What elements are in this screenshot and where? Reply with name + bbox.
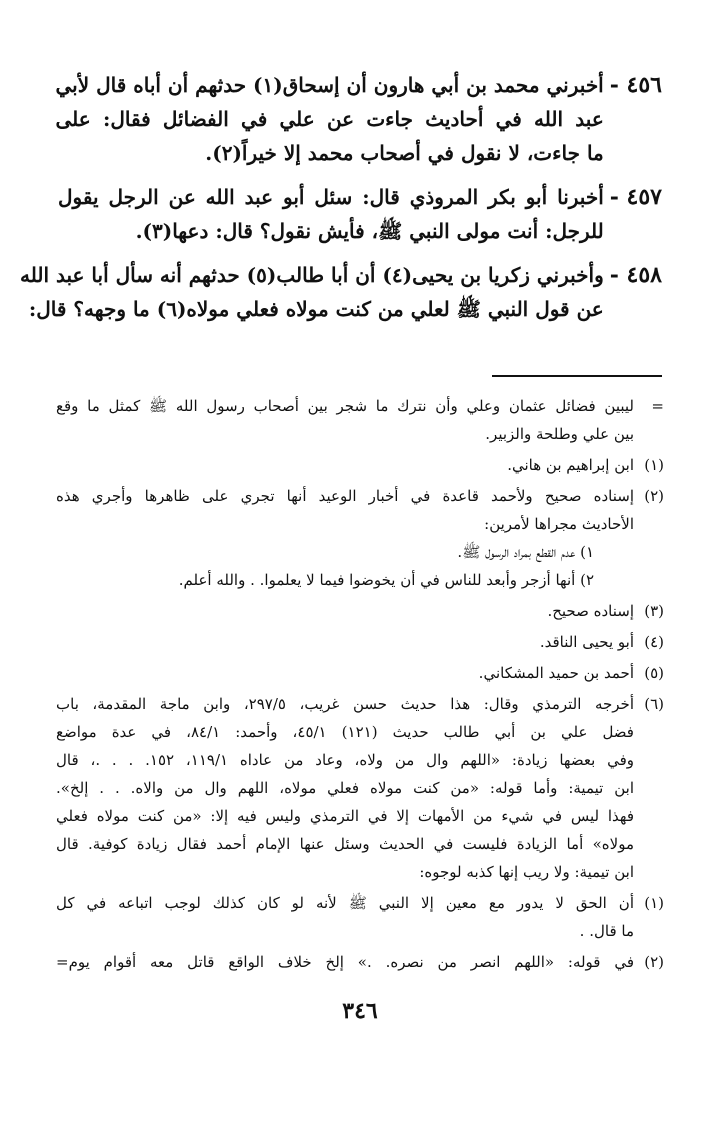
entry-458 <box>20 258 662 326</box>
footnote-line: إسناده صحيح. <box>547 602 634 620</box>
footnote-line: ليبين فضائل عثمان وعلي وأن نترك ما شجر بين أصحاب رسول الله ﷺ كمثل ما وقع <box>56 397 634 415</box>
footnote-line: الأحاديث مجراها لأمرين: <box>484 515 634 533</box>
footnote-line: في قوله: «اللهم انصر من نصره. .» إلخ خلاف الواقع قاتل معه أقوام يوم= <box>56 953 634 971</box>
footnote-mark: (٦) <box>644 695 664 713</box>
main-text <box>20 68 662 336</box>
entry-457 <box>58 180 662 248</box>
text-line: للرجل: أنت مولى النبي ﷺ، فأيش نقول؟ قال: دعها(٣). <box>135 219 604 243</box>
footnote-line: فضل علي بن أبي طالب حديث (١٢١) ٤٥/١، وأحمد: ٨٤/١، في عدة مواضع <box>56 723 634 741</box>
footnote-subitem: ١) عدم القطع بمراد الرسول ﷺ. <box>457 543 594 561</box>
footnote-line: ابن تيمية: ولا ريب إنها كذبه لوجوه: <box>419 863 634 881</box>
footnote-line: وفي بعضها زيادة: «اللهم وال من ولاه، وعاد من عاداه ١١٩/١، ١٥٢. . . .، قال <box>56 751 634 769</box>
footnote <box>56 659 664 687</box>
footnote-line: أن الحق لا يدور مع معين إلا النبي ﷺ لأنه لو كان كذلك لوجب اتباعه في كل <box>56 894 634 912</box>
footnote-line: فهذا ليس في شيء من الأمهات إلا في الترمذي وليس فيه إلا: «من كنت مولاه فعلي <box>56 807 634 825</box>
footnote-line: أحمد بن حميد المشكاني. <box>478 664 634 682</box>
footnote-mark: (١) <box>644 894 664 912</box>
text-line: وأخبرني زكريا بن يحيى(٤) أن أبا طالب(٥) حدثهم أنه سأل أبا عبد الله <box>20 263 604 287</box>
footnote-line: إسناده صحيح ولأحمد قاعدة في أخبار الوعيد أنها تجري على ظاهرها وأجري هذه <box>56 487 634 505</box>
entry-456 <box>55 68 662 170</box>
footnote <box>56 482 664 594</box>
footnote <box>56 451 664 479</box>
text-line: أخبرني محمد بن أبي هارون أن إسحاق(١) حدثهم أن أباه قال لأبي <box>55 73 604 97</box>
entry-text <box>56 68 604 170</box>
footnote <box>56 690 664 886</box>
footnote-line: ابن تيمية: وأما قوله: «من كنت مولاه فعلي مولاه، اللهم وال من والاه. . . إلخ». <box>56 779 634 797</box>
text-line: ما جاءت، لا نقول في أصحاب محمد إلا خيراً(٢). <box>205 141 604 165</box>
entry-number: ٤٥٧ - <box>609 184 662 210</box>
footnote-subitem: ٢) أنها أزجر وأبعد للناس في أن يخوضوا فيما لا يعلموا. . والله أعلم. <box>178 571 594 589</box>
footnote-line: ما قال. . <box>579 922 634 940</box>
page-number: ٣٤٦ <box>342 998 378 1024</box>
text-line: عن قول النبي ﷺ لعلي من كنت مولاه فعلي مولاه(٦) ما وجهه؟ قال: <box>28 297 604 321</box>
footnote-mark: (١) <box>644 456 664 474</box>
entry-number: ٤٥٨ - <box>609 262 662 288</box>
footnote-line: أبو يحيى الناقد. <box>539 633 634 651</box>
footnote-line: ابن إبراهيم بن هاني. <box>507 456 634 474</box>
footnote <box>56 392 664 448</box>
footnote <box>56 628 664 656</box>
footnotes <box>56 392 664 979</box>
text-line: عبد الله في أحاديث جاءت عن علي في الفضائل فقال: على <box>55 107 604 131</box>
entry-text <box>20 258 604 326</box>
footnote-line: أخرجه الترمذي وقال: هذا حديث حسن غريب، ٢٩٧/٥، وابن ماجة المقدمة، باب <box>56 695 634 713</box>
footnote <box>56 948 664 976</box>
footnote-mark: (٤) <box>644 633 664 651</box>
text-line: أخبرنا أبو بكر المروذي قال: سئل أبو عبد الله عن الرجل يقول <box>58 185 604 209</box>
footnote-mark: (٢) <box>644 953 664 971</box>
entry-text <box>58 180 604 248</box>
footnote-mark: (٥) <box>644 664 664 682</box>
footnote <box>56 889 664 945</box>
footnote-line: بين علي وطلحة والزبير. <box>485 425 634 443</box>
footnote-mark: (٣) <box>644 602 664 620</box>
footnote-mark: = <box>651 397 664 415</box>
footnote-line: مولاه» أما الزيادة فليست في الحديث وسئل عنها الإمام أحمد فقال زيادة كوفية. قال <box>56 835 634 853</box>
footnote <box>56 597 664 625</box>
footnote-separator <box>492 375 662 377</box>
entry-number: ٤٥٦ - <box>609 72 662 98</box>
footnote-mark: (٢) <box>644 487 664 505</box>
